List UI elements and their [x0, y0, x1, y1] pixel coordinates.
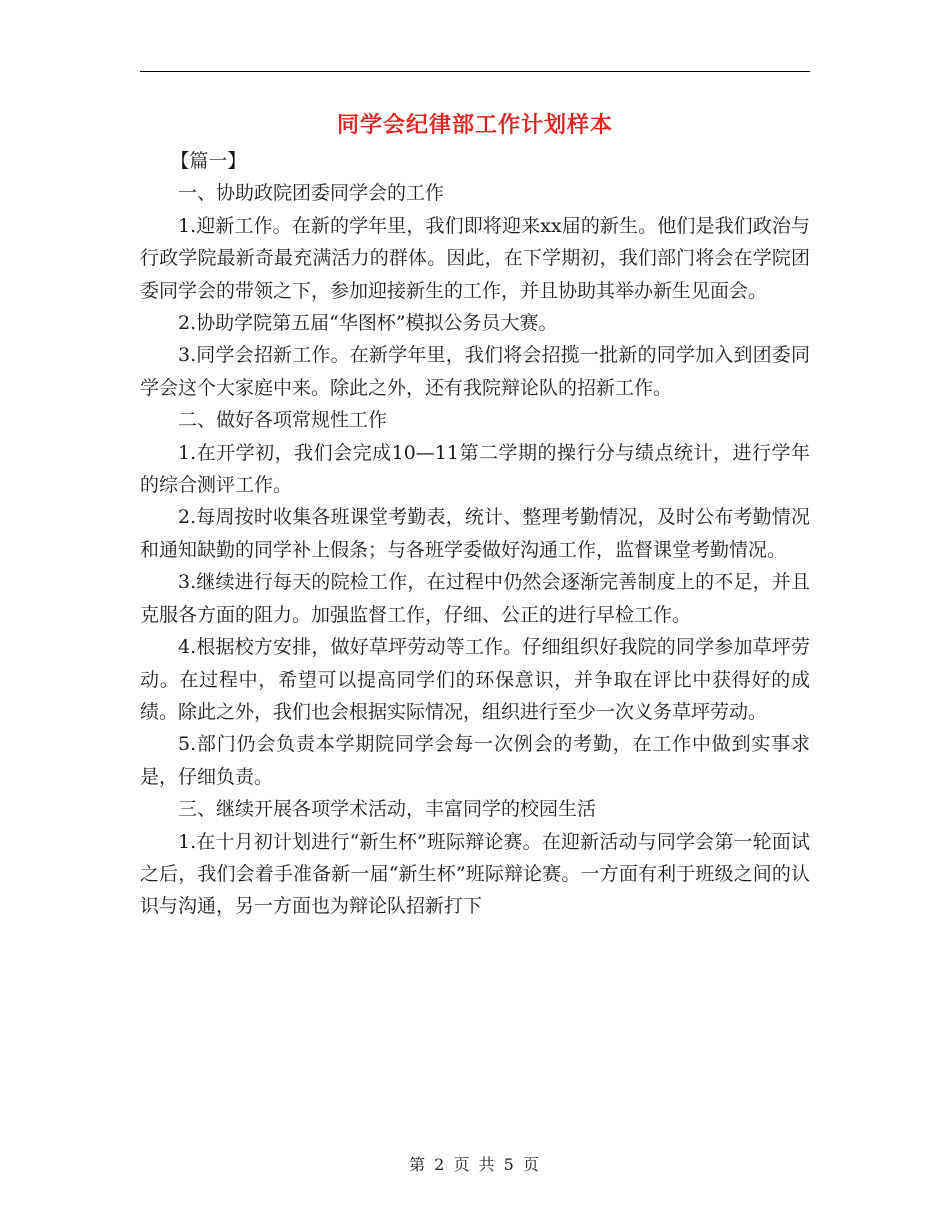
- heading-part-3: 三、继续开展各项学术活动，丰富同学的校园生活: [178, 798, 597, 821]
- paragraph-1-1: 1.迎新工作。在新的学年里，我们即将迎来xx届的新生。他们是我们政治与行政学院最新奇最充满活力的群体。因此，在下学期初，我们部门将会在学院团委同学会的带领之下，参加迎接新生的工作，并且协助其举办新生见面会。: [140, 214, 810, 302]
- document-title: 同学会纪律部工作计划样本: [336, 113, 613, 138]
- heading-part-1: 一、协助政院团委同学会的工作: [178, 182, 445, 205]
- paragraph-2-1: 1.在开学初，我们会完成10—11第二学期的操行分与绩点统计，进行学年的综合测评工作。: [140, 441, 810, 497]
- paragraph-1-2: 2.协助学院第五届“华图杯”模拟公务员大赛。: [178, 312, 558, 335]
- paragraph-2-3: 3.继续进行每天的院检工作，在过程中仍然会逐渐完善制度上的不足，并且克服各方面的阻力。加强监督工作，仔细、公正的进行早检工作。: [140, 571, 810, 626]
- section-label: 【篇一】: [170, 150, 247, 172]
- paragraph-2-5: 5.部门仍会负责本学期院同学会每一次例会的考勤，在工作中做到实事求是，仔细负责。: [140, 733, 810, 788]
- paragraph-1-3: 3.同学会招新工作。在新学年里，我们将会招揽一批新的同学加入到团委同学会这个大家庭中来。除此之外，还有我院辩论队的招新工作。: [140, 344, 810, 399]
- header-rule: [140, 71, 810, 72]
- paragraph-3-1: 1.在十月初计划进行“新生杯”班际辩论赛。在迎新活动与同学会第一轮面试之后，我们会着手准备新一届“新生杯”班际辩论赛。一方面有利于班级之间的认识与沟通，另一方面也为辩论队招新打下: [140, 830, 810, 918]
- heading-part-2: 二、做好各项常规性工作: [178, 409, 388, 432]
- page-number: 第 2 页 共 5 页: [409, 1155, 541, 1174]
- page-footer: [0, 1153, 950, 1177]
- paragraph-2-4: 4.根据校方安排，做好草坪劳动等工作。仔细组织好我院的同学参加草坪劳动。在过程中，希望可以提高同学们的环保意识，并争取在评比中获得好的成绩。除此之外，我们也会根据实际情况，组织进行至少一次义务草坪劳动。: [140, 636, 810, 723]
- paragraph-2-2: 2.每周按时收集各班课堂考勤表，统计、整理考勤情况，及时公布考勤情况和通知缺勤的同学补上假条；与各班学委做好沟通工作，监督课堂考勤情况。: [140, 506, 810, 561]
- document-body: [140, 145, 810, 923]
